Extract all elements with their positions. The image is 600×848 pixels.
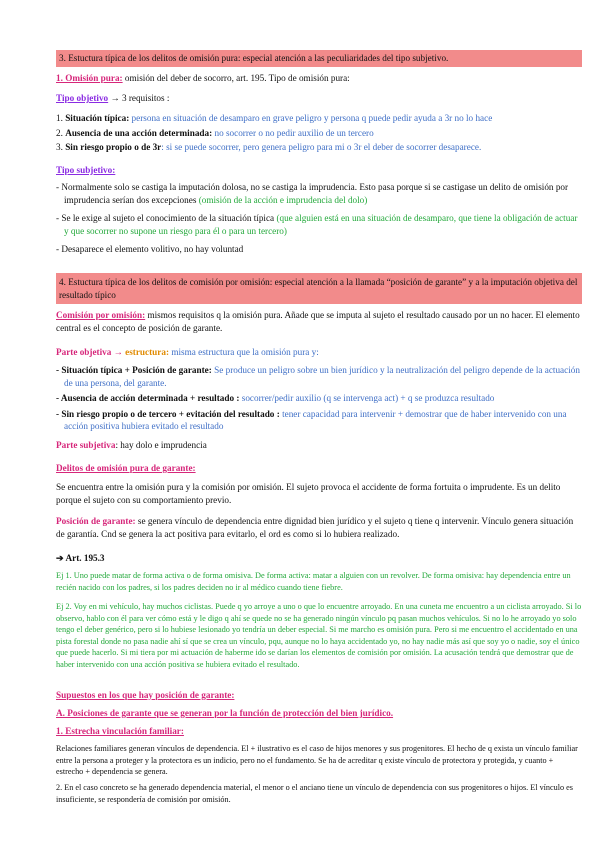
cpo-label: Comisión por omisión:: [56, 310, 146, 320]
bullet-note: (omisión de la acción e imprudencia del dolo): [196, 194, 368, 205]
bullet-text: - Desaparece el elemento volitivo, no hay voluntad: [56, 244, 244, 255]
list-item-text: persona en situación de desamparo en grave peligro y persona q puede pedir ayuda a 3r no lo hace: [129, 113, 493, 123]
delitos-paragraph: Se encuentra entre la omisión pura y la comisión por omisión. El sujeto provoca el accidente de forma fortuita o imprudente. Es un delito porque el sujeto con su comportamiento previo.: [56, 482, 561, 505]
comision-por-omision: [56, 309, 582, 334]
parte-objetiva-label: Parte objetiva →: [56, 347, 123, 357]
tipo-objetivo-line: [56, 92, 582, 105]
parte-subjetiva-text: : hay dolo e imprudencia: [115, 440, 207, 450]
tipo-subjetivo-line: [56, 164, 582, 177]
example-1: [56, 570, 582, 593]
list-item-text: tener capacidad para intervenir + demostrar que de haber intervenido con una acción positiva hubiera evitado el resultado: [64, 408, 567, 432]
tipo-objetivo-text: → 3 requisitos :: [108, 93, 170, 103]
example-2: [56, 601, 582, 670]
paragraph: 2. En el caso concreto se ha generado dependencia material, el menor o el anciano tiene un vínculo de dependencia con sus progenitores o hijos. El vínculo es insuficiente, se respondería de comisión por omisión.: [56, 783, 573, 804]
requisitos-list: [56, 112, 582, 154]
parte-subjetiva-line: [56, 439, 582, 452]
list-item-text: : si se puede socorrer, pero genera peligro para mi o 3r el deber de socorrer desaparece.: [161, 142, 482, 153]
cpo-text: mismos requisitos q la omisión pura. Añade que se imputa al sujeto el resultado causado por un no hacer. El elemento central es el concepto de posición de garante.: [56, 310, 580, 333]
list-number: 1.: [56, 113, 63, 123]
one-heading: [56, 725, 582, 738]
posicion-text: se genera vínculo de dependencia entre dignidad bien jurídico y el sujeto q tiene q intervenir. Vínculo genera situación de garantía. Cnd se genera la act positiva para evitarlo, el ord es como si lo hubiera realizado.: [56, 516, 574, 539]
list-item-text: Se produce un peligro sobre un bien jurídico y la neutralización del peligro depende de la actuación de una persona, del garante.: [64, 365, 580, 388]
list-number: 2.: [56, 127, 63, 138]
list-item: [56, 181, 582, 206]
section-4: [56, 273, 582, 304]
paragraph: Relaciones familiares generan vínculos de dependencia. El + ilustrativo es el caso de hijos menores y sus progenitores. El hecho de q exista un vínculo familiar entre la persona a proteger y la protectora es un indicio, pero no el fundamento. Se ha de acreditar q existe vínculo de protectora y protegida, y cuanto + estrecho + dependencia se genera.: [56, 744, 578, 777]
list-item: [56, 141, 582, 154]
bullet-note: (que alguien está en una situación de desamparo, que tiene la obligación de actuar y que socorrer no supone un riesgo para él o para un tercero): [64, 213, 578, 236]
example-paragraph: Ej 1. Uno puede matar de forma activa o de forma omisiva. De forma activa: matar a alguien con un revolver. De forma omisiva: hay dependencia entre un recién nacido con los padres, si los padres deciden no ir al médico cuando tiene fiebre.: [56, 571, 571, 592]
list-item: [56, 212, 582, 237]
list-item: [56, 364, 582, 389]
art-195-3: [56, 552, 582, 565]
list-item: [56, 127, 582, 140]
parte-objetiva-items: [56, 364, 582, 433]
omision-pura-text: omisión del deber de socorro, art. 195. Tipo de omisión pura:: [122, 73, 350, 83]
tipo-subjetivo-label: Tipo subjetivo:: [56, 165, 116, 175]
list-item: [56, 112, 582, 125]
list-item-bold: - Situación típica + Posición de garante:: [56, 365, 212, 375]
posicion-garante: [56, 515, 582, 540]
delitos-label: Delitos de omisión pura de garante:: [56, 463, 196, 473]
parte-objetiva-line: [56, 346, 582, 359]
list-item-text: socorrer/pedir auxilio (q se intervenga act) + q se produzca resultado: [239, 393, 495, 404]
list-item: [56, 243, 582, 256]
tipo-objetivo-label: Tipo objetivo: [56, 93, 109, 103]
delitos-omision-heading: [56, 462, 582, 475]
parte-subjetiva-label: Parte subjetiva: [56, 440, 116, 450]
one-title: 1. Estrecha vinculación familiar:: [56, 726, 184, 736]
list-number: 3.: [56, 142, 63, 153]
estructura-label: estructura:: [122, 347, 170, 357]
list-item-bold: - Ausencia de acción determinada + resultado :: [56, 393, 240, 404]
section-3: [56, 50, 582, 67]
example-paragraph: Ej 2. Voy en mi vehículo, hay muchos ciclistas. Puede q yo arroye a uno o que lo encuentre arroyado. En una cuneta me encuentro a un ciclista arroyado. Si lo observo, hablo con él para ver cómo está y le digo q ahí se quede no se ha generado ningún vínculo pq pasan muchos vehículos. Si no lo he arroyado yo solo tengo el deber genérico, pero si lo hubiese lesionado yo tendría un deber especial. Si me marcho es omisión pura. Pero si me encuentro el accidentado en una pista forestal donde no pasa nadie ahí sí que se crea un vínculo, pqu, aunque no lo haya accidentado yo, no hay nadie más así que soy yo o nadie, soy el único que puede hacerlo. Si mi tiera por mi actuación de haberme ido se darían los elementos de comisión por omisión. La acusación tendrá que demostrar que de haber intervenido con una acción positiva se hubiera evitado el resultado.: [56, 602, 582, 669]
list-item-bold: Sin riesgo propio o de 3r: [65, 142, 162, 153]
list-item-text: no socorrer o no pedir auxilio de un tercero: [212, 127, 374, 138]
supuestos-heading: [56, 689, 582, 702]
familiar-paragraph-2: [56, 782, 582, 805]
section-3-heading: 3. Estuctura típica de los delitos de omisión pura: especial atención a las peculiaridades del tipo subjetivo.: [56, 50, 582, 67]
list-item: [56, 392, 582, 405]
delitos-omision-text: [56, 481, 582, 506]
posicion-label: Posición de garante:: [56, 516, 136, 526]
list-item-bold: Situación típica:: [65, 113, 130, 123]
bullet-text: - Se le exige al sujeto el conocimiento de la situación típica: [56, 213, 275, 224]
a-heading: [56, 707, 582, 720]
bullet-text: - Normalmente solo se castiga la imputación dolosa, no se castiga la imprudencia. Esto pasa porque si se castigase un delito de omisión por imprudencia serían dos excepciones: [56, 182, 569, 205]
estructura-text: misma estructura que la omisión pura y:: [169, 347, 319, 357]
tipo-subjetivo-bullets: [56, 181, 582, 256]
omision-pura-line: [56, 72, 582, 85]
familiar-paragraph-1: [56, 743, 582, 778]
list-item-bold: - Sin riesgo propio o de tercero + evitación del resultado :: [56, 408, 280, 419]
list-item: [56, 408, 582, 433]
a-title: A. Posiciones de garante que se generan por la función de protección del bien jurídico.: [56, 708, 394, 718]
list-item-bold: Ausencia de una acción determinada:: [65, 127, 213, 138]
section-4-heading: 4. Estuctura típica de los delitos de comisión por omisión: especial atención a la llamada “posición de garante” y a la imputación objetiva del resultado típico: [56, 273, 582, 304]
article-reference: ➔ Art. 195.3: [56, 553, 105, 563]
omision-pura-label: 1. Omisión pura:: [56, 73, 123, 83]
supuestos-title: Supuestos en los que hay posición de garante:: [56, 690, 235, 700]
